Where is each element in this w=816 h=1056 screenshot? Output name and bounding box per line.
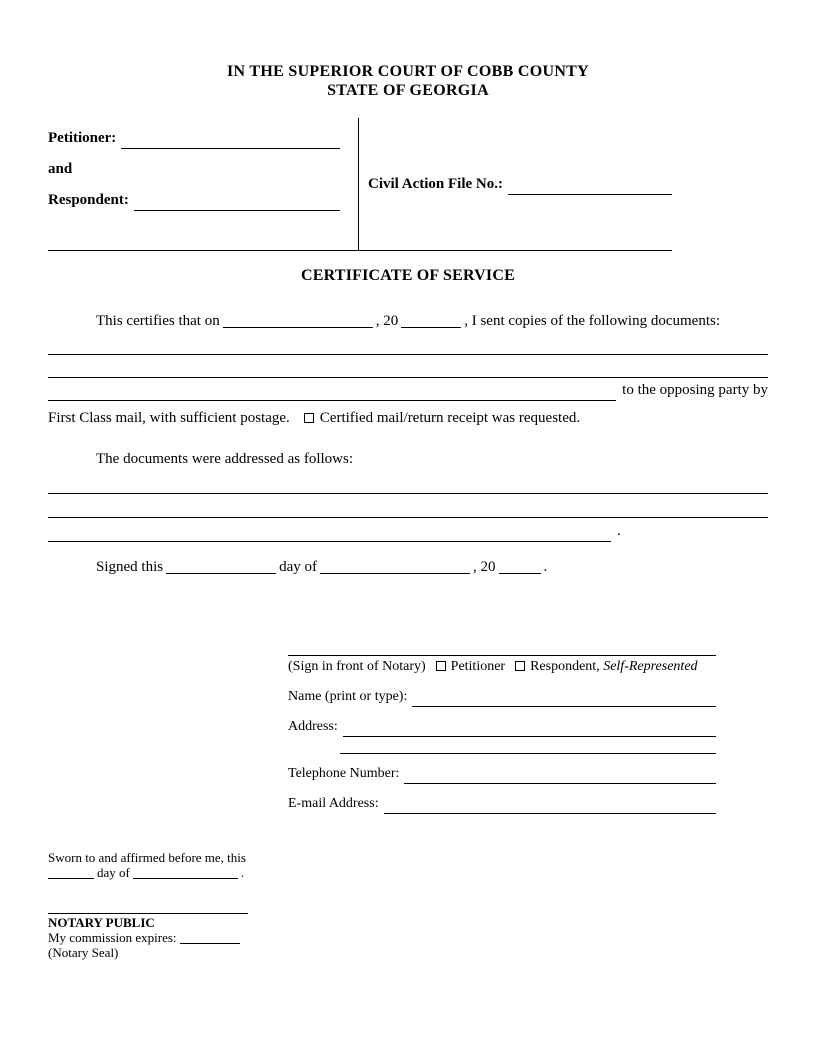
name-row <box>288 686 716 707</box>
signature-field[interactable] <box>288 636 716 656</box>
email-label: E-mail Address: <box>288 796 379 811</box>
name-label: Name (print or type): <box>288 689 408 704</box>
sign-in-front-text: (Sign in front of Notary) <box>288 659 426 674</box>
addressed-intro: The documents were addressed as follows: <box>96 451 354 467</box>
sworn-date-line <box>48 865 278 880</box>
address-label: Address: <box>288 719 338 734</box>
certified-mail-checkbox[interactable] <box>304 413 314 423</box>
signature-caption <box>288 657 716 677</box>
notary-seal-text: (Notary Seal) <box>48 945 119 960</box>
document-title: CERTIFICATE OF SERVICE <box>301 267 515 284</box>
commission-expires-text: My commission expires: <box>48 930 177 945</box>
telephone-label: Telephone Number: <box>288 766 400 781</box>
email-field[interactable] <box>384 811 716 814</box>
notary-day-of-text: day of <box>97 865 130 880</box>
telephone-row <box>288 763 716 784</box>
petitioner-checkbox[interactable] <box>436 661 446 671</box>
respondent-checkbox[interactable] <box>515 661 525 671</box>
petitioner-option-label: Petitioner <box>450 659 506 674</box>
name-field[interactable] <box>412 704 716 707</box>
civil-action-label: Civil Action File No.: <box>368 175 503 192</box>
self-represented-label: Self-Represented <box>603 659 698 674</box>
signature-block <box>288 636 716 814</box>
signed-20-text: , 20 <box>473 559 496 575</box>
notary-public-label: NOTARY PUBLIC <box>48 915 155 930</box>
notary-signature-field[interactable] <box>48 900 248 914</box>
petitioner-row <box>48 128 340 149</box>
signed-line <box>48 556 768 578</box>
address-field[interactable] <box>343 734 716 737</box>
certify-text-20: , 20 <box>375 313 399 329</box>
notary-block <box>48 850 278 960</box>
documents-line-3[interactable] <box>48 398 616 401</box>
civil-action-column <box>358 118 672 250</box>
case-caption <box>48 118 672 251</box>
address-line-1[interactable] <box>48 470 768 494</box>
address-row <box>288 716 716 737</box>
and-row <box>48 159 340 180</box>
signed-month-field[interactable] <box>320 571 470 574</box>
commission-date-field[interactable] <box>180 941 240 944</box>
email-row <box>288 793 716 814</box>
documents-lines <box>48 332 768 401</box>
respondent-option-label: Respondent, <box>530 659 600 674</box>
mail-method-line <box>48 408 768 429</box>
civil-action-file-no-field[interactable] <box>508 192 672 195</box>
signed-period: . <box>543 559 548 575</box>
signed-text-pre: Signed this <box>96 559 164 575</box>
notary-period: . <box>240 865 245 880</box>
certify-text-post: , I sent copies of the following documents: <box>464 313 721 329</box>
notary-month-field[interactable] <box>133 876 238 879</box>
telephone-field[interactable] <box>404 781 716 784</box>
documents-line-2[interactable] <box>48 355 768 378</box>
first-class-mail-text: First Class mail, with sufficient postage. <box>48 410 290 426</box>
court-header <box>48 62 768 100</box>
certify-text-pre: This certifies that on <box>96 313 220 329</box>
address-field-2[interactable] <box>340 751 716 754</box>
address-row-2 <box>288 751 716 754</box>
signed-day-field[interactable] <box>166 571 276 574</box>
address-line-3-row <box>48 518 768 542</box>
parties-column <box>48 118 358 250</box>
certify-paragraph <box>48 310 768 332</box>
civil-action-row <box>368 174 672 195</box>
signed-day-of-text: day of <box>279 559 317 575</box>
address-line-3[interactable] <box>48 539 611 542</box>
opposing-party-text: to the opposing party by <box>622 382 768 398</box>
address-line-3-period: . <box>617 523 621 539</box>
signed-year-field[interactable] <box>499 571 541 574</box>
petitioner-label: Petitioner: <box>48 130 117 146</box>
state-name: STATE OF GEORGIA <box>327 82 489 99</box>
respondent-name-field[interactable] <box>134 208 340 211</box>
certified-mail-text: Certified mail/return receipt was requested. <box>319 410 581 426</box>
sworn-text: Sworn to and affirmed before me, this <box>48 850 246 865</box>
petitioner-name-field[interactable] <box>121 146 340 149</box>
address-lines <box>48 470 768 542</box>
and-label: and <box>48 161 73 177</box>
service-date-field[interactable] <box>223 325 373 328</box>
commission-line <box>48 930 278 945</box>
court-name: IN THE SUPERIOR COURT OF COBB COUNTY <box>227 63 589 80</box>
address-line-2[interactable] <box>48 494 768 518</box>
documents-line-3-row <box>48 378 768 401</box>
respondent-row <box>48 190 340 211</box>
service-year-field[interactable] <box>401 325 461 328</box>
respondent-label: Respondent: <box>48 192 129 208</box>
documents-line-1[interactable] <box>48 332 768 355</box>
notary-day-field[interactable] <box>48 876 94 879</box>
